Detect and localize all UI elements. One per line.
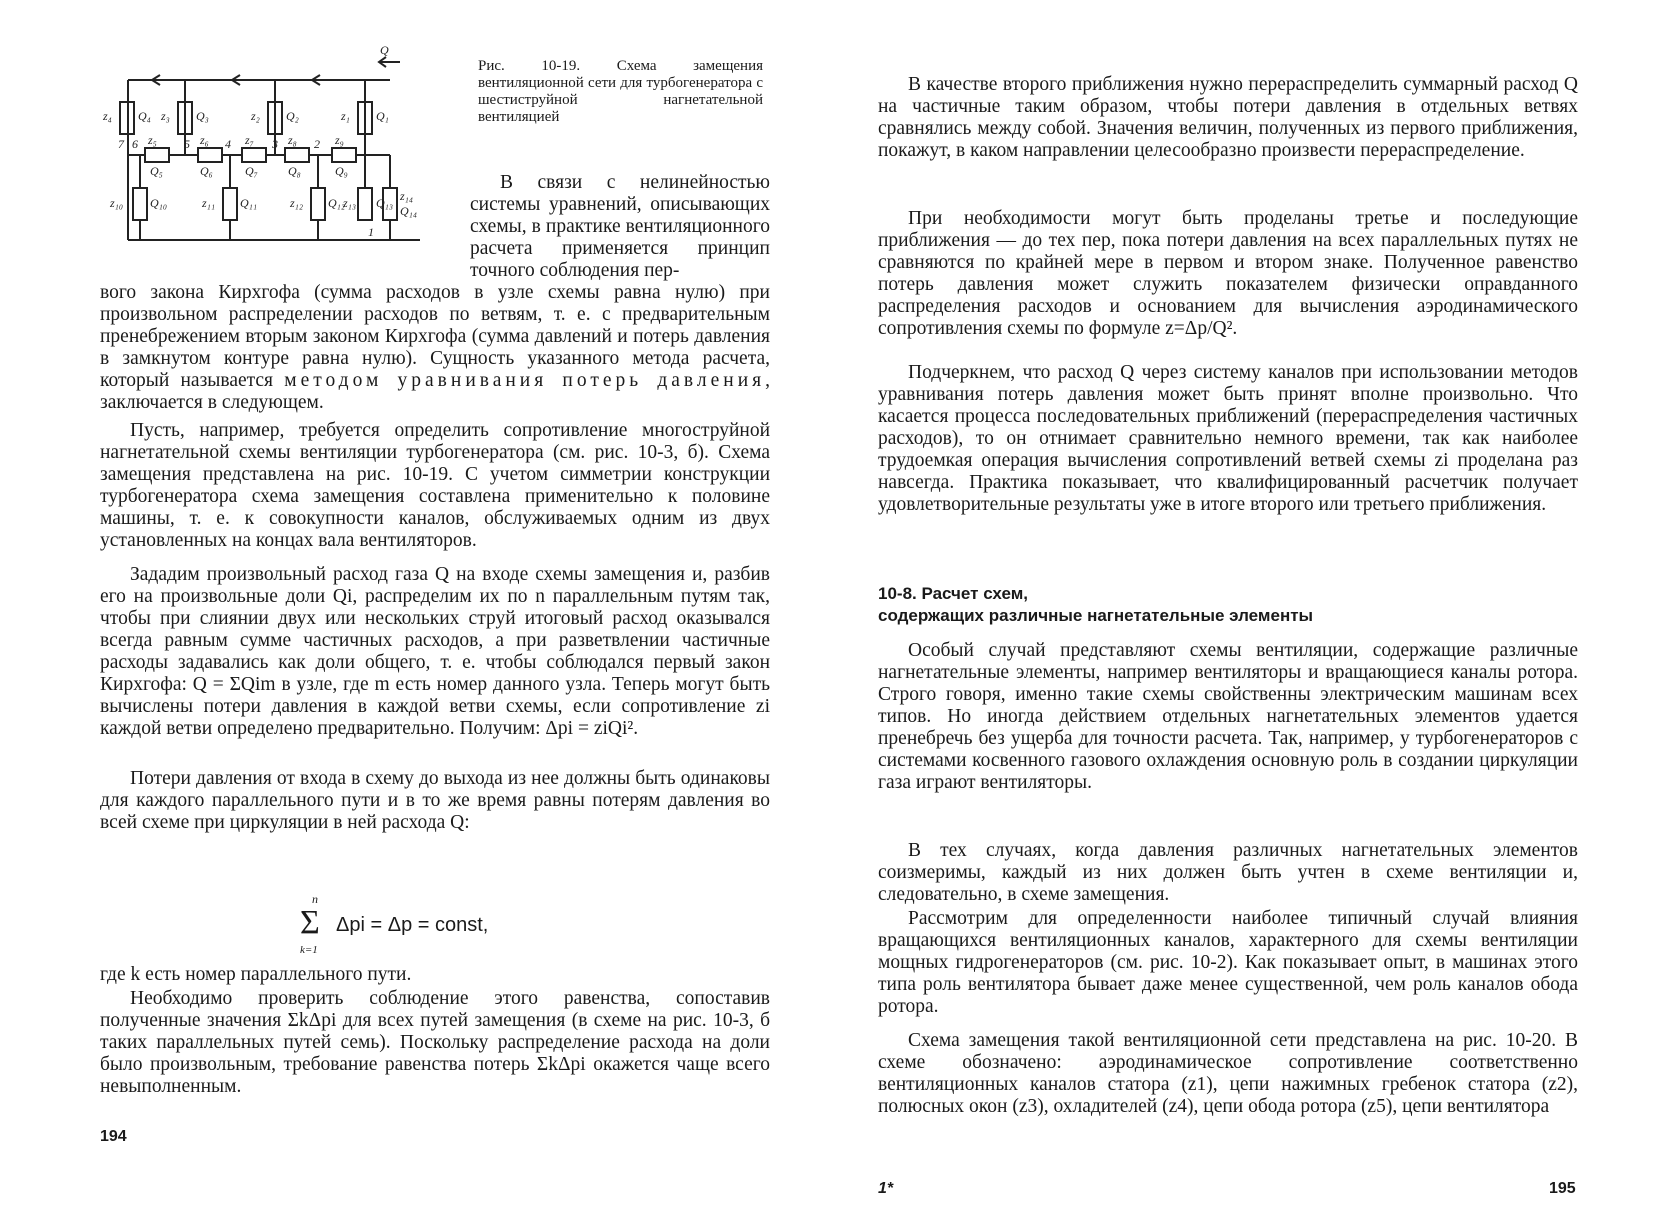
ventilation-network-diagram (100, 40, 460, 270)
svg-text:z₁₃: z₁₃ (343, 196, 357, 210)
svg-text:z₃: z₃ (161, 109, 170, 123)
svg-text:Q₇: Q₇ (245, 164, 258, 178)
svg-text:z₇: z₇ (245, 133, 254, 147)
svg-text:z₄: z₄ (103, 109, 112, 123)
svg-text:1: 1 (368, 225, 374, 239)
figure-caption (478, 58, 763, 126)
svg-text:Q₉: Q₉ (335, 164, 348, 178)
section-heading-line-2: содержащих различные нагнетательные элементы (878, 606, 1314, 625)
svg-text:Q₈: Q₈ (288, 164, 301, 178)
paragraph-3: Зададим произвольный расход газа Q на входе схемы замещения и, разбив его на произвольные доли Qi, распределим их по n параллельным путям так, чтобы при слиянии двух или нескольких струй итоговый расход оказывался всегда равным сумме частичных расходов, а при разветвлении частичные расходы задавались как доли общего, т. е. чтобы соблюдался первый закон Кирхгофа: Q = ΣQim в узле, где m есть номер данного узла. Теперь могут быть вычислены потери давления в каждой ветви схемы, если сопротивление zi каждой ветви определено предварительно. Получим: Δpi = ziQi². (100, 564, 770, 739)
sum-sign-icon: Σ (300, 904, 320, 941)
svg-text:z₁₄: z₁₄ (400, 189, 414, 203)
svg-text:z₁₂: z₁₂ (290, 196, 304, 210)
svg-text:z₁: z₁ (341, 109, 350, 123)
paragraph-r5: В тех случаях, когда давления различных нагнетательных элементов соизмеримы, каждый из них должен быть учтен в схеме вентиляции и, следовательно, в схеме замещения. (878, 840, 1578, 905)
svg-text:z₆: z₆ (200, 133, 209, 147)
sum-lower-limit: k=1 (300, 944, 318, 956)
svg-text:Q₁₁: Q₁₁ (240, 196, 258, 210)
diagram-label-q: Q (380, 43, 389, 57)
svg-text:z₈: z₈ (288, 133, 297, 147)
paragraph-r3: Подчеркнем, что расход Q через систему каналов при использовании методов уравнивания потерь давления может быть принят вполне произвольно. Что касается процесса последовательных приближений (перераспределения частичных расходов), то он отнимает сравнительно немного времени, так как наиболее трудоемкая операция вычисления сопротивлений ветвей схемы zi проделана раз навсегда. Практика показывает, что квалифицированный расчетчик получает удовлетворительные результаты уже в итоге второго или третьего приближения. (878, 362, 1578, 515)
svg-text:7: 7 (118, 137, 124, 151)
svg-text:Q₅: Q₅ (150, 164, 163, 178)
svg-text:Q₆: Q₆ (200, 164, 213, 178)
figure-caption-text: Схема замещения вентиляционной сети для турбогенератора с шестиструйной нагнетательной вентиляцией (478, 58, 763, 125)
paragraph-r7: Схема замещения такой вентиляционной сети представлена на рис. 10-20. В схеме обозначено: аэродинамическое сопротивление соответственно вентиляционных каналов статора (z1), цепи нажимных гребенок статора (z2), полюсных окон (z3), охладителей (z4), цепи обода ротора (z5), цепи вентилятора (878, 1030, 1578, 1117)
svg-text:6: 6 (132, 137, 138, 151)
svg-text:z₁₀: z₁₀ (110, 196, 124, 210)
sum-body: Δpi = Δp = const, (336, 914, 489, 936)
paragraph-4: Потери давления от входа в схему до выхода из нее должны быть одинаковы для каждого параллельного пути и в то же время равны потерям давления во всей схеме при циркуляции в ней расхода Q: (100, 768, 770, 833)
svg-text:Q₃: Q₃ (196, 109, 209, 123)
sum-formula (300, 892, 560, 960)
paragraph-5: где k есть номер параллельного пути. (100, 964, 412, 985)
right-page-lower (839, 0, 1678, 1220)
sum-upper-limit: n (312, 892, 318, 906)
svg-text:Q₁₄: Q₁₄ (400, 204, 418, 218)
section-heading-line-1: 10-8. Расчет схем, (878, 584, 1028, 603)
svg-text:z₂: z₂ (251, 109, 260, 123)
paragraph-r6: Рассмотрим для определенности наиболее типичный случай влияния вращающихся вентиляционных каналов, характерного для схемы вентиляции мощных гидрогенераторов (см. рис. 10-2). Как показывает опыт, в машинах этого типа роль вентилятора бывает даже менее существенной, чем роль каналов обода ротора. (878, 908, 1578, 1017)
svg-text:z₉: z₉ (335, 133, 344, 147)
svg-text:Q₁₀: Q₁₀ (150, 196, 168, 210)
svg-text:5: 5 (184, 137, 190, 151)
svg-text:z₅: z₅ (148, 133, 157, 147)
svg-text:Q₁₂: Q₁₂ (328, 196, 346, 210)
paragraph-6: Необходимо проверить соблюдение этого равенства, сопоставив полученные значения ΣkΔpi для всех путей замещения (в схеме на рис. 10-3, б таких параллельных путей семь). Поскольку распределение расхода на доли было произвольным, требование равенства потерь ΣkΔpi окажется чаще всего невыполненным. (100, 988, 770, 1097)
paragraph-r2: При необходимости могут быть проделаны третье и последующие приближения — до тех пер, пока потери давления на всех параллельных путях не сравняются по крайней мере в первом и втором знаке. Полученное равенство потерь давления может служить показателем физически оправданного распределения расходов и основанием для вычисления аэродинамического сопротивления схемы по формуле z=Δp/Q². (878, 208, 1578, 339)
svg-text:Q₁: Q₁ (376, 109, 389, 123)
footer-mark: 1* (878, 1180, 894, 1197)
page-number-right: 195 (1549, 1180, 1576, 1197)
figure-caption-title: Рис. 10-19. (478, 58, 581, 74)
paragraph-r1: В качестве второго приближения нужно перераспределить суммарный расход Q на частичные таким образом, чтобы потери давления в отдельных ветвях сравнялись между собой. Значения величин, полученных из первого приближения, покажут, в каком направлении целесообразно произвести перераспределение. (878, 74, 1578, 161)
svg-text:3: 3 (272, 137, 278, 151)
svg-text:z₁₁: z₁₁ (202, 196, 216, 210)
svg-text:Q₄: Q₄ (138, 109, 151, 123)
paragraph-1-rest: вого закона Кирхгофа (сумма расходов в узле схемы равна нулю) при произвольном распределении расходов по ветвям, т. е. с предварительным пренебрежением вторым законом Кирхгофа (сумма давлений и потерь давления в замкнутом контуре равна нулю). Сущность указанного метода расчета, который называется методом уравнивания потерь давления, заключается в следующем. (100, 282, 770, 413)
method-term: методом уравнивания потерь давления (284, 370, 766, 391)
svg-text:Q₁₃: Q₁₃ (376, 196, 394, 210)
svg-text:4: 4 (225, 137, 231, 151)
svg-text:2: 2 (314, 137, 320, 151)
wrap-paragraph: В связи с нелинейностью системы уравнений, описывающих схемы, в практике вентиляционного расчета применяется принцип точного соблюдения пер- (470, 172, 770, 281)
page-number-left: 194 (100, 1128, 127, 1145)
svg-text:Q₂: Q₂ (286, 109, 299, 123)
paragraph-2: Пусть, например, требуется определить сопротивление многоструйной нагнетательной схемы вентиляции турбогенератора (см. рис. 10-3, б). Схема замещения представлена на рис. 10-19. С учетом симметрии конструкции турбогенератора схема замещения составлена применительно к половине машины, т. е. к совокупности каналов, обслуживаемых одним из двух установленных на концах вала вентиляторов. (100, 420, 770, 551)
paragraph-r4: Особый случай представляют схемы вентиляции, содержащие различные нагнетательные элементы, например вентиляторы и вращающиеся каналы ротора. Строго говоря, именно такие схемы свойственны электрическим машинам всех типов. Но иногда действием отдельных нагнетательных элементов удается пренебречь без ущерба для точности расчета. Так, например, у турбогенераторов с системами косвенного газового охлаждения основную роль в создании циркуляции газа играют вентиляторы. (878, 640, 1578, 793)
